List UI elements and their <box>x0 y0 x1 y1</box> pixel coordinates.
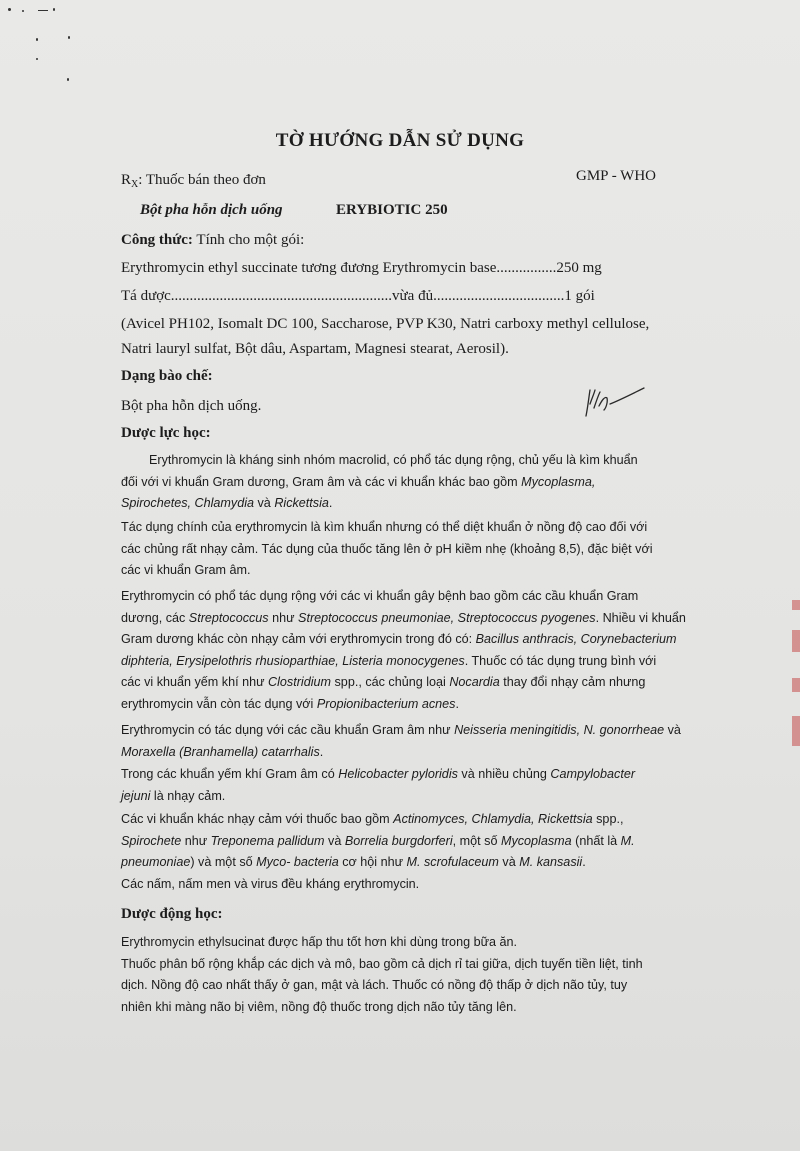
text-italic: Clostridium <box>268 675 332 689</box>
pharmacodynamics-paragraph-5 <box>121 764 721 807</box>
formula-line <box>121 232 304 249</box>
pharmacodynamics-paragraph-6 <box>121 809 721 895</box>
pharmacodynamics-paragraph-3 <box>121 586 721 715</box>
dosage-form-heading: Dạng bào chế: <box>121 368 213 384</box>
text-span: và <box>324 833 345 848</box>
text-span: Các vi khuẩn khác nhạy cảm với thuốc bao gồm <box>121 812 394 826</box>
text-italic: pneumoniae <box>121 855 191 869</box>
pharmacodynamics-paragraph-1 <box>121 450 721 515</box>
formula-active: Erythromycin ethyl succinate tương đương Erythromycin base................250 mg <box>121 260 602 276</box>
text-span: . <box>582 855 586 869</box>
text-span: cơ hội như <box>338 855 407 869</box>
pharmacokinetics-heading: Dược động học: <box>121 906 223 922</box>
text-italic: M. scrofulaceum <box>406 855 499 869</box>
text-span: thay đổi nhạy cảm nhưng <box>499 675 646 689</box>
formula-excipient-amount: Tá dược...........................................................vừa đủ...................................1 gói <box>121 288 595 304</box>
text-span: và <box>664 723 681 737</box>
scan-speck <box>68 36 70 39</box>
edge-mark <box>792 716 800 746</box>
pharmacodynamics-paragraph-2 <box>121 517 721 582</box>
scan-speck <box>36 58 38 60</box>
text-span: dương, các <box>121 610 189 625</box>
text-line: Erythromycin ethylsucinat được hấp thu tốt hơn khi dùng trong bữa ăn. <box>121 935 518 949</box>
text-italic: Streptococcus pneumoniae, Streptococcus pyogenes <box>298 610 596 625</box>
dosage-form-value: Bột pha hỗn dịch uống. <box>121 398 262 414</box>
text-italic: Bacillus anthracis, Corynebacterium <box>475 632 677 646</box>
text-span: Gram dương khác còn nhạy cảm với erythromycin trong đó có: <box>121 632 476 646</box>
product-name: ERYBIOTIC 250 <box>336 202 448 218</box>
text-span: Erythromycin có tác dụng với các cầu khuẩn Gram âm như <box>121 723 455 737</box>
text-italic: Actinomyces, Chlamydia, Rickettsia <box>393 812 593 826</box>
text-italic: Mycoplasma, <box>521 474 596 489</box>
text-italic: Treponema pallidum <box>210 833 325 848</box>
text-italic: M. <box>620 833 635 848</box>
text-span: erythromycin vẫn còn tác dụng với <box>121 696 317 711</box>
text-span: ) và một số <box>190 855 257 869</box>
text-line: Thuốc phân bố rộng khắp các dịch và mô, bao gồm cả dịch rỉ tai giữa, dịch tuyến tiền liệt, tinh <box>121 956 643 971</box>
text-span: Trong các khuẩn yếm khí Gram âm có <box>121 767 339 781</box>
text-italic: Mycoplasma <box>500 833 572 848</box>
scan-speck <box>67 78 69 81</box>
text-line: Các nấm, nấm men và virus đều kháng erythromycin. <box>121 876 420 891</box>
text-span: là nhạy cảm. <box>150 788 226 803</box>
edge-mark <box>792 678 800 692</box>
text-span: và nhiều chủng <box>457 767 551 781</box>
text-line: các vi khuẩn Gram âm. <box>121 563 251 577</box>
text-italic: Nocardia <box>449 675 500 689</box>
text-span: . Thuốc có tác dụng trung bình với <box>464 653 657 668</box>
text-span: các vi khuẩn yếm khí như <box>121 675 269 689</box>
text-italic: Myco- bacteria <box>256 855 339 869</box>
edge-mark <box>792 600 800 610</box>
rx-letter: R <box>121 172 132 188</box>
formula-desc: Tính cho một gói: <box>196 232 305 248</box>
text-span: . <box>319 744 324 759</box>
edge-mark <box>792 630 800 652</box>
text-italic: Propionibacterium acnes <box>316 696 456 711</box>
text-span: như <box>181 833 211 848</box>
text-italic: Campylobacter <box>550 767 636 781</box>
form-label: Bột pha hỗn dịch uống <box>140 202 283 218</box>
text-span: như <box>268 610 299 625</box>
excipient-list-1: (Avicel PH102, Isomalt DC 100, Saccharose, PVP K30, Natri carboxy methyl cellulose, <box>121 316 650 332</box>
text-line: dịch. Nồng độ cao nhất thấy ở gan, mật và lách. Thuốc có nồng độ thấp ở dịch não tủy, tuy <box>121 978 628 992</box>
text-italic: jejuni <box>121 788 151 803</box>
text-italic: Borrelia burgdorferi <box>344 833 453 848</box>
rx-line <box>121 172 266 190</box>
rx-text: : Thuốc bán theo đơn <box>138 172 266 188</box>
scan-speck <box>53 8 55 11</box>
text-span: . <box>328 496 333 510</box>
pharmacodynamics-paragraph-4 <box>121 720 721 763</box>
text-line: nhiên khi màng não bị viêm, nồng độ thuốc trong dịch não tủy tăng lên. <box>121 999 517 1014</box>
text-line: Erythromycin có phổ tác dụng rộng với các vi khuẩn gây bệnh bao gồm các cầu khuẩn Gram <box>121 589 639 603</box>
text-span: spp., các chủng loại <box>331 675 450 689</box>
excipient-list-2: Natri lauryl sulfat, Bột dâu, Aspartam, Magnesi stearat, Aerosil). <box>121 341 509 357</box>
text-span: . <box>455 696 459 711</box>
text-italic: Moraxella (Branhamella) catarrhalis <box>121 744 320 759</box>
text-span: spp., <box>592 812 624 826</box>
text-span: Erythromycin là kháng sinh nhóm macrolid, có phổ tác dụng rộng, chủ yếu là kìm khuẩn <box>149 453 638 467</box>
text-span: , một số <box>452 833 501 848</box>
text-line: các chủng rất nhạy cảm. Tác dụng của thuốc tăng lên ở pH kiềm nhẹ (khoảng 8,5), đặc biệt với <box>121 541 653 556</box>
text-italic: diphteria, Erysipelothris rhusioparthiae, Listeria monocygenes <box>121 653 465 668</box>
text-line: Tác dụng chính của erythromycin là kìm khuẩn nhưng có thể diệt khuẩn ở nồng độ cao đối với <box>121 520 648 534</box>
text-italic: Streptococcus <box>188 610 269 625</box>
formula-label: Công thức: <box>121 232 193 248</box>
text-italic: Spirochetes, Chlamydia <box>121 496 254 510</box>
text-italic: Neisseria meningitidis, N. gonorrheae <box>454 723 665 737</box>
text-italic: Helicobacter pyloridis <box>338 767 458 781</box>
text-italic: M. kansasii <box>519 855 583 869</box>
scan-speck <box>38 10 48 11</box>
handwritten-signature <box>580 382 650 422</box>
scan-speck <box>8 8 11 11</box>
scan-speck <box>36 38 38 41</box>
text-span: (nhất là <box>571 833 621 848</box>
text-span: đối với vi khuẩn Gram dương, Gram âm và các vi khuẩn khác bao gồm <box>121 474 522 489</box>
pharmacokinetics-paragraph <box>121 932 721 1018</box>
text-span: và <box>254 496 275 510</box>
text-italic: Spirochete <box>121 833 182 848</box>
rx-subscript: X <box>131 179 139 190</box>
scan-speck <box>22 10 24 12</box>
gmp-label: GMP - WHO <box>576 168 657 184</box>
text-italic: Rickettsia <box>274 496 329 510</box>
document-title: TỜ HƯỚNG DẪN SỬ DỤNG <box>275 130 525 151</box>
pharmacodynamics-heading: Dược lực học: <box>121 425 211 441</box>
text-span: . Nhiều vi khuẩn <box>595 610 686 625</box>
text-span: và <box>498 855 520 869</box>
